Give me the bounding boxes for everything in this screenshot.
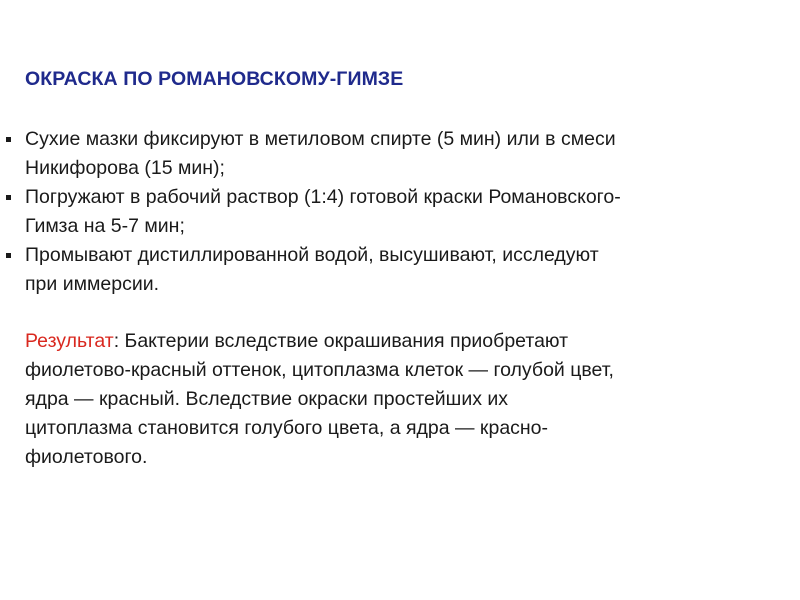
bullet-line: Никифорова (15 мин); bbox=[25, 157, 225, 179]
bullet-line: при иммерсии. bbox=[25, 273, 160, 295]
bullet-item bbox=[6, 241, 786, 299]
bullet-item bbox=[6, 125, 786, 183]
square-bullet-icon bbox=[6, 195, 11, 200]
result-line: Бактерии вследствие окрашивания приобретают bbox=[124, 330, 569, 352]
bullet-item bbox=[6, 183, 786, 241]
result-paragraph bbox=[25, 327, 785, 472]
square-bullet-icon bbox=[6, 137, 11, 142]
bullet-line: Погружают в рабочий раствор (1:4) готовой краски Романовского- bbox=[25, 186, 621, 208]
bullet-line: Промывают дистиллированной водой, высушивают, исследуют bbox=[25, 244, 599, 266]
slide-title: ОКРАСКА ПО РОМАНОВСКОМУ-ГИМЗЕ bbox=[25, 68, 404, 90]
bullet-line: Гимза на 5-7 мин; bbox=[25, 215, 185, 237]
bullet-list bbox=[6, 125, 786, 299]
result-line: фиолетового. bbox=[25, 446, 148, 468]
square-bullet-icon bbox=[6, 253, 11, 258]
result-separator: : bbox=[113, 330, 125, 352]
result-label: Результат bbox=[25, 330, 114, 352]
bullet-line: Сухие мазки фиксируют в метиловом спирте (5 мин) или в смеси bbox=[25, 128, 616, 150]
result-line: фиолетово-красный оттенок, цитоплазма клеток — голубой цвет, bbox=[25, 359, 614, 381]
result-line: цитоплазма становится голубого цвета, а ядра — красно- bbox=[25, 417, 549, 439]
result-line: ядра — красный. Вследствие окраски простейших их bbox=[25, 388, 509, 410]
